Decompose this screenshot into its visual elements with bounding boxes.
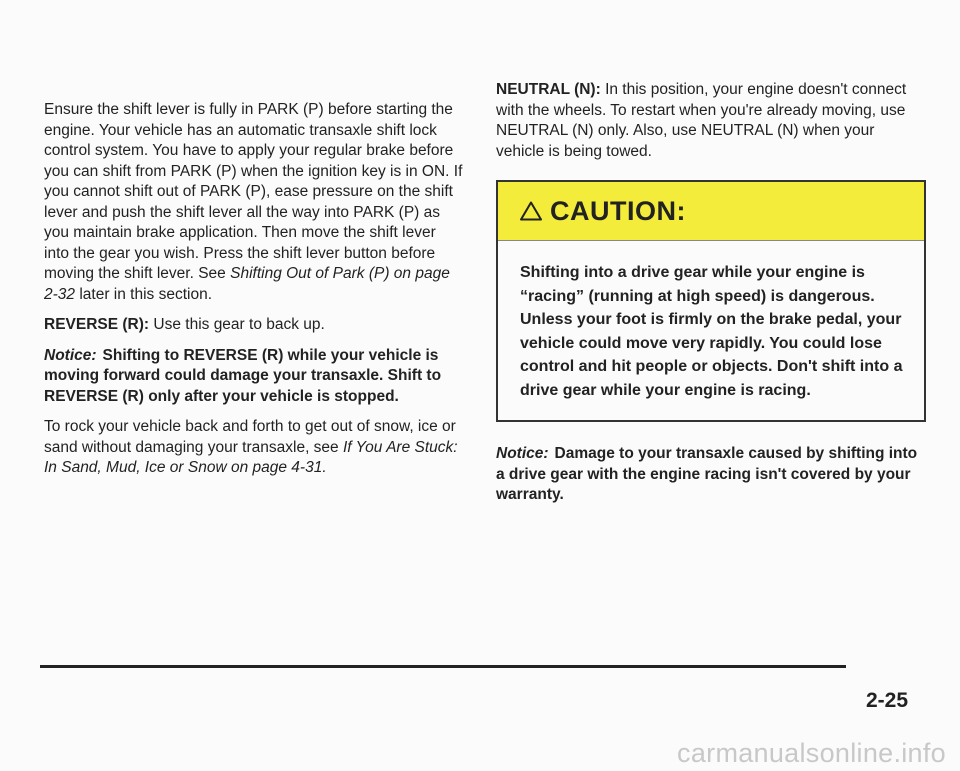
reverse-label: REVERSE (R): [44,316,150,333]
neutral-text: In this position, your engine doesn't connect with the wheels. To restart when you're already moving, use NEUTRAL (N) only. Also, use NEUTRAL (N) when your vehicle is being towed. [496,81,907,160]
rocking-text: To rock your vehicle back and forth to get out of snow, ice or sand without damaging your transaxle, see [44,418,456,456]
caution-title: CAUTION: [550,195,686,226]
reverse-notice [44,346,464,408]
if-you-are-stuck-reference: If You Are Stuck: In Sand, Mud, Ice or Snow on page 4-31. [44,438,458,476]
shift-out-of-park-reference: Shifting Out of Park (P) on page 2-32 [44,265,450,303]
right-column [496,80,926,516]
transaxle-warranty-notice [496,444,926,506]
left-column [44,100,464,489]
reverse-notice-text: Shifting to REVERSE (R) while your vehicle is moving forward could damage your transaxle. Shift to REVERSE (R) only after your vehicle is stopped. [44,346,442,405]
caution-body: Shifting into a drive gear while your engine is “racing” (running at high speed) is dangerous. Unless your foot is firmly on the brake pedal, your vehicle could move very rapidly. You could lose control and hit people or objects. Don't shift into a drive gear while your engine is racing. [520,264,903,399]
warranty-notice-text: Damage to your transaxle caused by shifting into a drive gear with the engine racing isn't covered by your warranty. [496,445,918,503]
caution-header [498,182,924,241]
footer-rule [40,665,846,668]
neutral-label: NEUTRAL (N): [496,81,601,98]
reverse-paragraph [44,315,464,336]
notice-label: Notice: [496,445,549,462]
site-watermark: carmanualsonline.info [677,738,946,768]
rocking-paragraph [44,417,464,479]
shift-lock-tail: later in this section. [79,285,213,303]
warning-triangle-icon [520,201,542,221]
shift-lock-text: Ensure the shift lever is fully in PARK (P) before starting the engine. Your vehicle has an automatic transaxle shift lock control system. You have to apply your regular brake before you can shift from PARK (P) when the ignition key is in ON. If you cannot shift out of PARK (P), ease pressure on the shift lever and push the shift lever all the way into PARK (P) as you maintain brake application. Then move the shift lever into the gear you wish. Press the shift lever button before moving the shift lever. See [44,101,463,282]
caution-box [496,180,926,422]
neutral-paragraph [496,80,926,162]
notice-label: Notice: [44,346,97,364]
reverse-text: Use this gear to back up. [153,316,325,333]
page-number: 2-25 [866,689,909,712]
shift-lock-paragraph [44,100,464,305]
